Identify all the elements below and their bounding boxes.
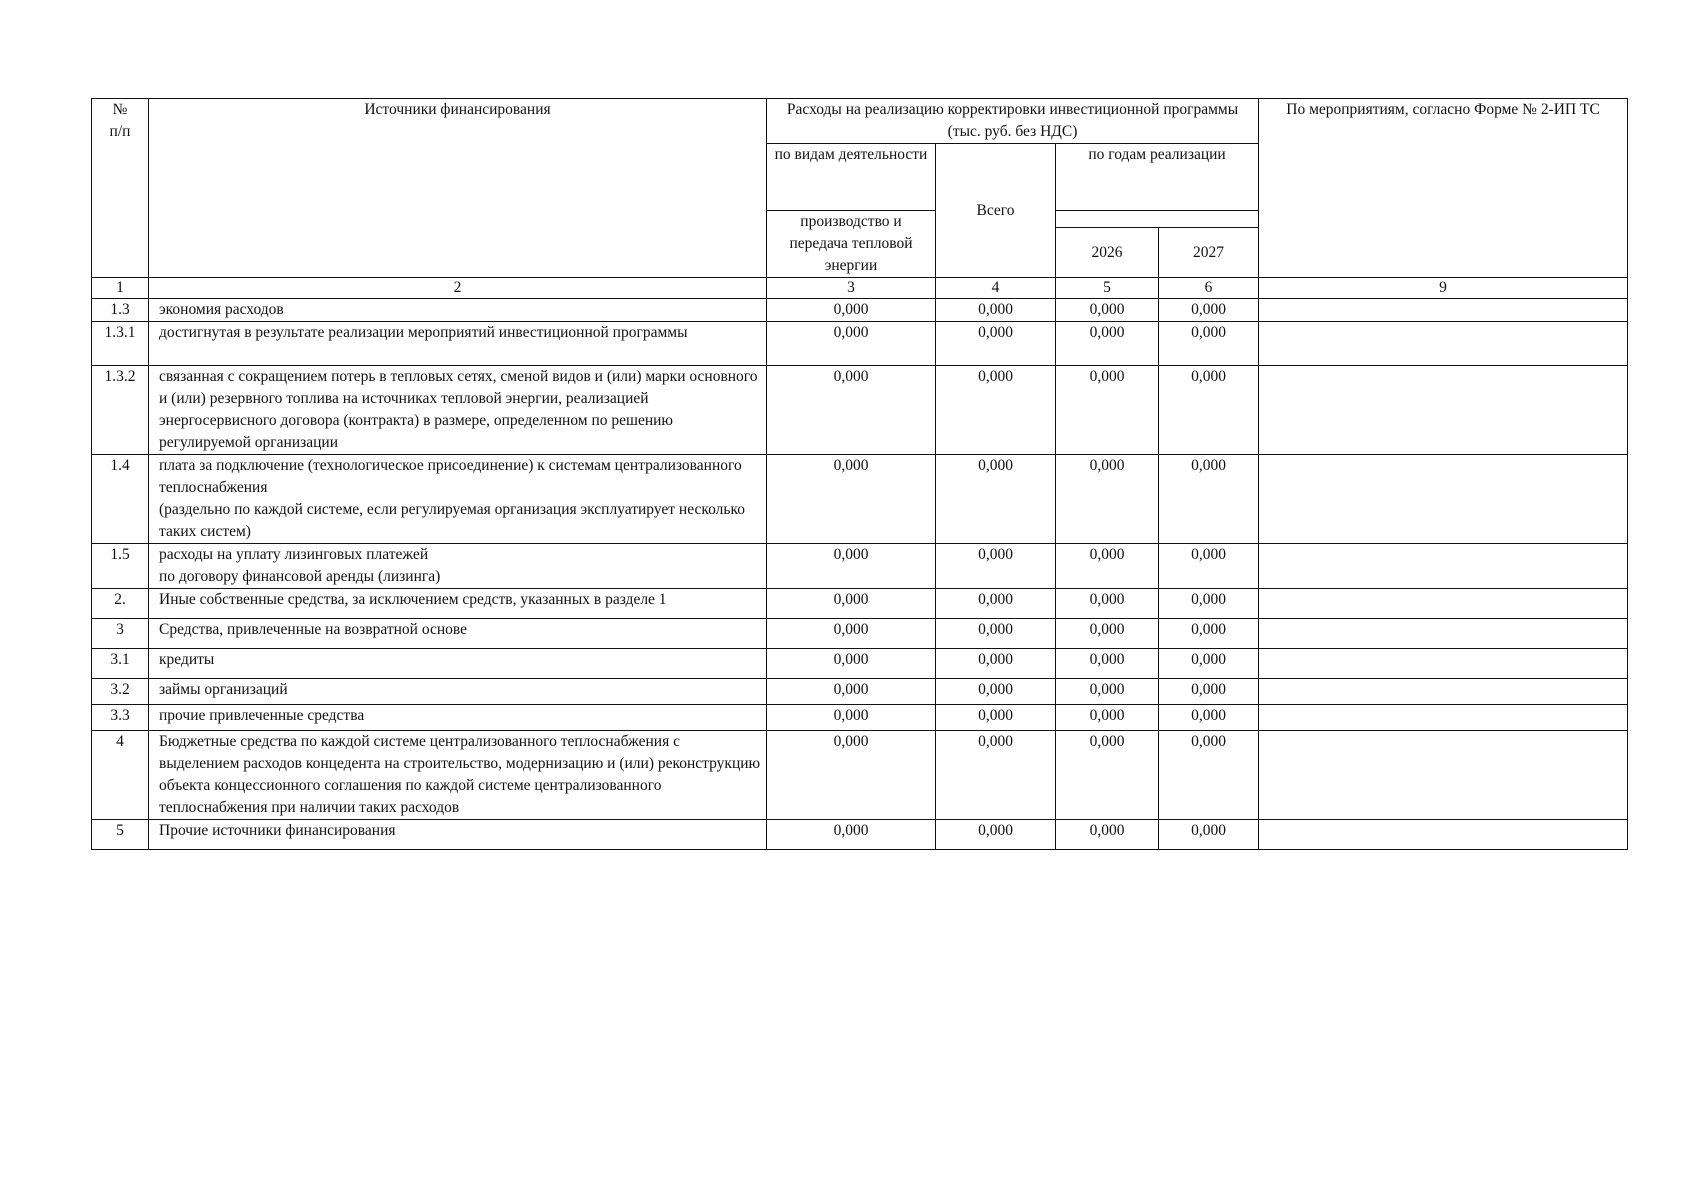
column-number-5: 5 xyxy=(1056,278,1159,299)
row-value-2027: 0,000 xyxy=(1159,679,1259,705)
row-value-measures xyxy=(1259,544,1628,589)
row-value-activity: 0,000 xyxy=(767,679,936,705)
header-row-number: № п/п xyxy=(92,99,149,278)
table-row xyxy=(92,322,1628,366)
row-value-2026: 0,000 xyxy=(1056,705,1159,731)
header-year-2027: 2027 xyxy=(1159,228,1259,278)
row-value-total: 0,000 xyxy=(936,619,1056,649)
row-value-measures xyxy=(1259,366,1628,455)
row-value-activity: 0,000 xyxy=(767,619,936,649)
row-source-name: Средства, привлеченные на возвратной основе xyxy=(149,619,767,649)
column-number-3: 3 xyxy=(767,278,936,299)
row-value-activity: 0,000 xyxy=(767,299,936,322)
row-value-measures xyxy=(1259,679,1628,705)
header-measures: По мероприятиям, согласно Форме № 2-ИП ТС xyxy=(1259,99,1628,278)
header-years-spacer xyxy=(1056,211,1259,228)
row-value-activity: 0,000 xyxy=(767,731,936,820)
row-value-activity: 0,000 xyxy=(767,589,936,619)
row-value-total: 0,000 xyxy=(936,322,1056,366)
row-value-activity: 0,000 xyxy=(767,544,936,589)
table-row xyxy=(92,705,1628,731)
row-value-2027: 0,000 xyxy=(1159,731,1259,820)
row-value-activity: 0,000 xyxy=(767,649,936,679)
row-value-measures xyxy=(1259,649,1628,679)
row-value-total: 0,000 xyxy=(936,544,1056,589)
row-number: 4 xyxy=(92,731,149,820)
row-number: 3.3 xyxy=(92,705,149,731)
row-value-total: 0,000 xyxy=(936,366,1056,455)
table-row xyxy=(92,731,1628,820)
row-value-total: 0,000 xyxy=(936,589,1056,619)
row-value-2026: 0,000 xyxy=(1056,649,1159,679)
row-value-2026: 0,000 xyxy=(1056,731,1159,820)
row-number: 1.5 xyxy=(92,544,149,589)
row-value-total: 0,000 xyxy=(936,299,1056,322)
row-number: 1.3 xyxy=(92,299,149,322)
row-number: 2. xyxy=(92,589,149,619)
table-row xyxy=(92,589,1628,619)
row-value-measures xyxy=(1259,589,1628,619)
row-number: 1.3.2 xyxy=(92,366,149,455)
row-source-name: расходы на уплату лизинговых платежей по договору финансовой аренды (лизинга) xyxy=(149,544,767,589)
header-by-activity: по видам деятельности xyxy=(767,144,936,211)
row-value-2026: 0,000 xyxy=(1056,366,1159,455)
row-number: 3.2 xyxy=(92,679,149,705)
column-number-6: 6 xyxy=(1159,278,1259,299)
row-source-name: Прочие источники финансирования xyxy=(149,820,767,850)
row-value-activity: 0,000 xyxy=(767,820,936,850)
row-value-measures xyxy=(1259,455,1628,544)
row-value-total: 0,000 xyxy=(936,820,1056,850)
row-source-name: достигнутая в результате реализации мероприятий инвестиционной программы xyxy=(149,322,767,366)
row-value-2026: 0,000 xyxy=(1056,299,1159,322)
row-source-name: плата за подключение (технологическое присоединение) к системам централизованного теплоснабжения (раздельно по каждой системе, если регулируемая организация эксплуатирует несколько таких систем) xyxy=(149,455,767,544)
row-source-name: займы организаций xyxy=(149,679,767,705)
table-row xyxy=(92,820,1628,850)
row-value-total: 0,000 xyxy=(936,649,1056,679)
row-value-total: 0,000 xyxy=(936,455,1056,544)
column-number-9: 9 xyxy=(1259,278,1628,299)
row-source-name: кредиты xyxy=(149,649,767,679)
table-body xyxy=(92,299,1628,850)
row-value-2026: 0,000 xyxy=(1056,679,1159,705)
row-source-name: связанная с сокращением потерь в тепловых сетях, сменой видов и (или) марки основного и (или) резервного топлива на источниках тепловой энергии, реализацией энергосервисного договора (контракта) в размере, определенном по решению регулируемой организации xyxy=(149,366,767,455)
row-value-2027: 0,000 xyxy=(1159,619,1259,649)
header-financing-sources: Источники финансирования xyxy=(149,99,767,278)
header-year-2026: 2026 xyxy=(1056,228,1159,278)
row-value-activity: 0,000 xyxy=(767,705,936,731)
row-number: 3 xyxy=(92,619,149,649)
row-value-2027: 0,000 xyxy=(1159,366,1259,455)
row-value-total: 0,000 xyxy=(936,705,1056,731)
row-value-2026: 0,000 xyxy=(1056,544,1159,589)
row-value-2027: 0,000 xyxy=(1159,705,1259,731)
table-row xyxy=(92,679,1628,705)
column-number-2: 2 xyxy=(149,278,767,299)
row-value-2027: 0,000 xyxy=(1159,544,1259,589)
row-source-name: Иные собственные средства, за исключением средств, указанных в разделе 1 xyxy=(149,589,767,619)
table-row xyxy=(92,299,1628,322)
row-value-2027: 0,000 xyxy=(1159,455,1259,544)
column-number-1: 1 xyxy=(92,278,149,299)
row-number: 5 xyxy=(92,820,149,850)
row-value-measures xyxy=(1259,619,1628,649)
row-value-2026: 0,000 xyxy=(1056,589,1159,619)
row-value-activity: 0,000 xyxy=(767,366,936,455)
table-row xyxy=(92,366,1628,455)
table-row xyxy=(92,455,1628,544)
row-number: 3.1 xyxy=(92,649,149,679)
table-row xyxy=(92,544,1628,589)
row-value-measures xyxy=(1259,820,1628,850)
row-number: 1.4 xyxy=(92,455,149,544)
row-source-name: прочие привлеченные средства xyxy=(149,705,767,731)
row-value-2027: 0,000 xyxy=(1159,589,1259,619)
header-by-years: по годам реализации xyxy=(1056,144,1259,211)
row-value-measures xyxy=(1259,322,1628,366)
row-value-total: 0,000 xyxy=(936,731,1056,820)
table-row xyxy=(92,649,1628,679)
row-value-total: 0,000 xyxy=(936,679,1056,705)
header-expenses: Расходы на реализацию корректировки инвестиционной программы (тыс. руб. без НДС) xyxy=(767,99,1259,144)
row-value-2026: 0,000 xyxy=(1056,619,1159,649)
row-source-name: Бюджетные средства по каждой системе централизованного теплоснабжения с выделением расходов концедента на строительство, модернизацию и (или) реконструкцию объекта концессионного соглашения по каждой системе централизованного теплоснабжения при наличии таких расходов xyxy=(149,731,767,820)
row-value-2027: 0,000 xyxy=(1159,820,1259,850)
row-value-2026: 0,000 xyxy=(1056,322,1159,366)
table-row xyxy=(92,619,1628,649)
column-number-4: 4 xyxy=(936,278,1056,299)
row-value-activity: 0,000 xyxy=(767,455,936,544)
row-value-measures xyxy=(1259,731,1628,820)
row-value-2027: 0,000 xyxy=(1159,649,1259,679)
row-value-2026: 0,000 xyxy=(1056,820,1159,850)
row-source-name: экономия расходов xyxy=(149,299,767,322)
row-value-measures xyxy=(1259,705,1628,731)
header-total: Всего xyxy=(936,144,1056,278)
header-activity-type: производство и передача тепловой энергии xyxy=(767,211,936,278)
row-number: 1.3.1 xyxy=(92,322,149,366)
financing-sources-table xyxy=(91,98,1628,850)
row-value-2027: 0,000 xyxy=(1159,322,1259,366)
row-value-measures xyxy=(1259,299,1628,322)
row-value-2027: 0,000 xyxy=(1159,299,1259,322)
row-value-activity: 0,000 xyxy=(767,322,936,366)
row-value-2026: 0,000 xyxy=(1056,455,1159,544)
